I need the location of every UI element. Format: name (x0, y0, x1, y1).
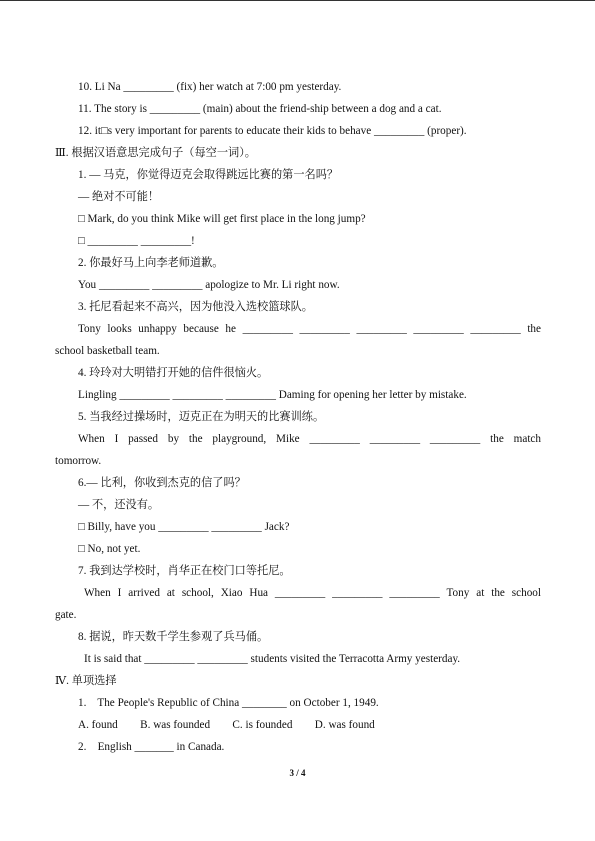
s3-q6-english: □ Billy, have you _________ _________ Jack? (78, 521, 290, 533)
s3-q7-english: When I arrived at school, Xiao Hua _________ _________ _________ Tony at the school (84, 587, 541, 599)
s3-q2-english: You _________ _________ apologize to Mr. Li right now. (78, 279, 340, 291)
s3-q3-chinese: 3. 托尼看起来不高兴，因为他没入选校篮球队。 (78, 301, 313, 313)
top-rule (0, 0, 595, 1)
page-number: 3 / 4 (289, 768, 306, 778)
s3-q4-english: Lingling _________ _________ _________ Daming for opening her letter by mistake. (78, 389, 467, 401)
s3-q1-chinese: 1. — 马克，你觉得迈克会取得跳远比赛的第一名吗？ (78, 169, 339, 181)
s3-q3-english-cont: school basketball team. (55, 345, 160, 357)
s3-q6-reply-chinese: — 不，还没有。 (78, 499, 160, 511)
s3-q2-chinese: 2. 你最好马上向李老师道歉。 (78, 257, 224, 269)
s3-q6-chinese: 6.— 比利，你收到杰克的信了吗？ (78, 477, 246, 489)
s3-q8-chinese: 8. 据说，昨天数千学生参观了兵马俑。 (78, 631, 269, 643)
s3-q7-chinese: 7. 我到达学校时，肖华正在校门口等托尼。 (78, 565, 291, 577)
s3-q7-english-cont: gate. (55, 609, 77, 621)
question-12: 12. it□s very important for parents to educate their kids to behave _________ (proper). (78, 125, 467, 137)
s3-q1-reply-chinese: — 绝对不可能！ (78, 191, 160, 203)
s3-q1-blanks: □ _________ _________! (78, 235, 195, 247)
s4-q2: 2. English _______ in Canada. (78, 741, 225, 753)
s3-q5-english: When I passed by the playground, Mike _________ _________ _________ the match (78, 433, 541, 445)
s3-q5-chinese: 5. 当我经过操场时，迈克正在为明天的比赛训练。 (78, 411, 325, 423)
s3-q5-english-cont: tomorrow. (55, 455, 102, 467)
s4-q1: 1. The People's Republic of China ________ on October 1, 1949. (78, 697, 379, 709)
s3-q4-chinese: 4. 玲玲对大明错打开她的信件很恼火。 (78, 367, 269, 379)
s3-q3-english: Tony looks unhappy because he _________ _________ _________ _________ _________ the (78, 323, 541, 335)
question-10: 10. Li Na _________ (fix) her watch at 7:00 pm yesterday. (78, 81, 342, 93)
s3-q1-english: □ Mark, do you think Mike will get first place in the long jump? (78, 213, 366, 225)
s3-q8-english: It is said that _________ _________ students visited the Terracotta Army yesterday. (84, 653, 461, 665)
s4-q1-options: A. found B. was founded C. is founded D. was found (78, 719, 375, 731)
s3-q6-reply-english: □ No, not yet. (78, 543, 141, 555)
section-3-heading: Ⅲ. 根据汉语意思完成句子（每空一词）。 (55, 147, 256, 159)
question-11: 11. The story is _________ (main) about the friend-ship between a dog and a cat. (78, 103, 442, 115)
section-4-heading: Ⅳ. 单项选择 (55, 675, 117, 687)
